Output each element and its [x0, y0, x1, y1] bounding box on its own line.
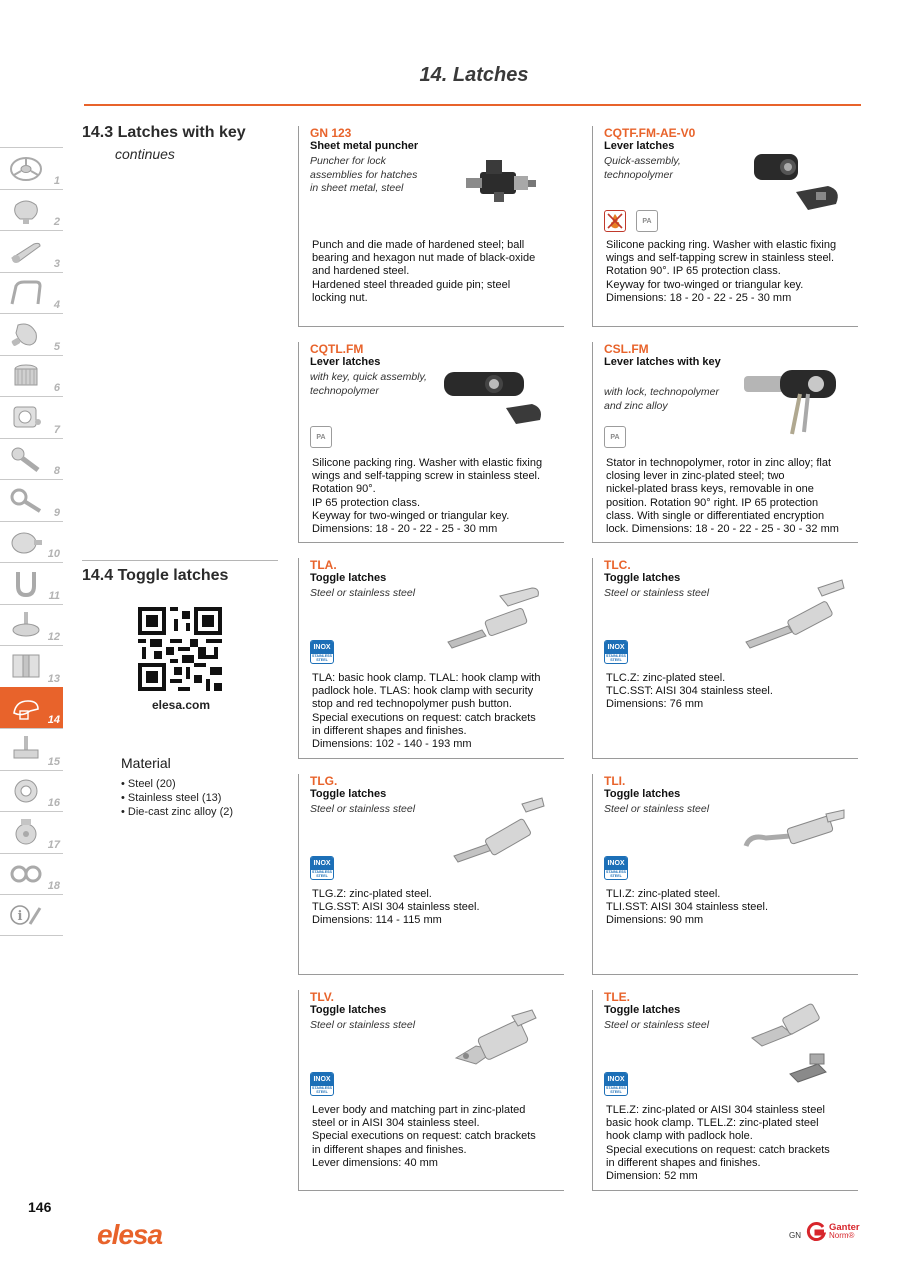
product-description: Silicone packing ring. Washer with elastic fixing wings and self-tapping screw in stainless steel. Rotation 90°. IP 65 protection class. Keyway for two-winged or triangular key. Dimensions: 18 - 20 - 22 - 25 - 30 mm [312, 457, 543, 536]
product-code: TLA. [310, 558, 337, 572]
levelling-element-icon [8, 610, 44, 640]
product-code: TLC. [604, 558, 631, 572]
product-subtitle: Puncher for lock assemblies for hatches in sheet metal, steel [310, 155, 418, 194]
material-item: • Die-cast zinc alloy (2) [121, 805, 233, 819]
chapter-index [0, 147, 63, 936]
product-code: TLV. [310, 990, 335, 1004]
product-name: Lever latches [310, 356, 381, 368]
chapter-tab-18[interactable]: 18 [0, 853, 63, 895]
toggle-latch-image [730, 998, 852, 1084]
chapter-tab-3[interactable]: 3 [0, 230, 63, 272]
chapter-tab-1[interactable]: 1 [0, 147, 63, 189]
material-item: • Steel (20) [121, 777, 233, 791]
product-name: Toggle latches [604, 788, 681, 800]
clamp-icon [8, 734, 44, 764]
product-description: TLE.Z: zinc-plated or AISI 304 stainless steel basic hook clamp. TLEL.Z: zinc-plated steel hook clamp with padlock hole. Special executions on request: catch brackets in different shapes and finishes. Dimension: 52 mm [606, 1104, 830, 1183]
title-rule [84, 104, 861, 106]
plunger-icon [8, 444, 44, 474]
handwheel-icon [8, 153, 44, 183]
toggle-latch-image [436, 998, 558, 1084]
product-subtitle: with key, quick assembly, technopolymer [310, 371, 427, 397]
product-card-cqtl-fm[interactable] [298, 342, 564, 543]
product-name: Toggle latches [604, 1004, 681, 1016]
latch-icon [8, 693, 44, 723]
product-description: TLC.Z: zinc-plated steel. TLC.SST: AISI 304 stainless steel. Dimensions: 76 mm [606, 672, 773, 711]
inox-badge: INOX STAINLESS STEEL [604, 856, 628, 880]
ganter-logo-icon [806, 1222, 826, 1242]
chapter-tab-15[interactable]: 15 [0, 728, 63, 770]
product-card-tli[interactable] [592, 774, 858, 975]
tube-connector-icon [8, 859, 44, 889]
pa-badge: PA [310, 426, 332, 448]
product-subtitle: Steel or stainless steel [310, 803, 416, 815]
rod-end-icon [8, 485, 44, 515]
foot-icon [8, 527, 44, 557]
product-name: Toggle latches [604, 572, 681, 584]
inox-badge: INOX STAINLESS STEEL [310, 856, 334, 880]
ganter-norm: Norm® [829, 1231, 855, 1240]
knob-icon [8, 195, 44, 225]
position-indicator-icon [8, 402, 44, 432]
chapter-tab-12[interactable]: 12 [0, 604, 63, 646]
chapter-tab-11[interactable]: 11 [0, 562, 63, 604]
toggle-latch-image [730, 566, 852, 652]
no-fire-badge [604, 210, 626, 232]
product-card-tlc[interactable] [592, 558, 858, 759]
inox-badge: INOX STAINLESS STEEL [604, 1072, 628, 1096]
section-divider [82, 560, 278, 561]
product-card-cqtf-fm-ae-v0[interactable] [592, 126, 858, 327]
product-code: CSL.FM [604, 342, 649, 356]
product-code: TLG. [310, 774, 338, 788]
chapter-tab-14[interactable]: 14 [0, 687, 63, 729]
product-description: Silicone packing ring. Washer with elastic fixing wings and self-tapping screw in stainless steel. Rotation 90°. IP 65 protection class. Keyway for two-winged or triangular key. Dimensions: 18 - 20 - 22 - 25 - 30 mm [606, 239, 837, 304]
grip-icon [8, 319, 44, 349]
inox-badge: INOX STAINLESS STEEL [310, 640, 334, 664]
product-name: Toggle latches [310, 1004, 387, 1016]
page-title: 14. Latches [419, 64, 529, 86]
product-card-csl-fm[interactable] [592, 342, 858, 543]
chapter-tab-4[interactable]: 4 [0, 272, 63, 314]
chapter-tab-8[interactable]: 8 [0, 438, 63, 480]
product-description: Lever body and matching part in zinc-plated steel or in AISI 304 stainless steel. Special executions on request: catch brackets in different shapes and finishes. Lever dimensions: 40 mm [312, 1104, 536, 1169]
chapter-tab-2[interactable]: 2 [0, 189, 63, 231]
inox-badge: INOX STAINLESS STEEL [310, 1072, 334, 1096]
product-subtitle: with lock, technopolymer and zinc alloy [604, 386, 719, 412]
lever-icon [8, 236, 44, 266]
website-link[interactable]: elesa.com [151, 698, 211, 712]
toggle-latch-image [730, 782, 852, 868]
chapter-tab-5[interactable]: 5 [0, 313, 63, 355]
product-code: GN 123 [310, 126, 352, 140]
chapter-tab-10[interactable]: 10 [0, 521, 63, 563]
pa-badge: PA [604, 426, 626, 448]
chapter-tab-17[interactable]: 17 [0, 811, 63, 853]
product-card-tla[interactable] [298, 558, 564, 759]
product-description: TLG.Z: zinc-plated steel. TLG.SST: AISI 304 stainless steel. Dimensions: 114 - 115 mm [312, 888, 480, 927]
toggle-latch-image [436, 782, 558, 868]
product-card-tlg[interactable] [298, 774, 564, 975]
material-title: Material [121, 755, 171, 771]
product-subtitle: Steel or stainless steel [604, 1019, 710, 1031]
u-bolt-icon [8, 568, 44, 598]
svg-text:i: i [17, 909, 23, 924]
product-code: TLI. [604, 774, 626, 788]
hinge-icon [8, 651, 44, 681]
chapter-tab-9[interactable]: 9 [0, 479, 63, 521]
product-subtitle: Steel or stainless steel [604, 587, 710, 599]
product-card-tle[interactable] [592, 990, 858, 1191]
lever-latch-image [436, 350, 558, 436]
handle-icon [8, 278, 44, 308]
lever-latch-image [730, 134, 852, 220]
chapter-tab-info[interactable] [0, 894, 63, 936]
material-list [121, 777, 233, 819]
castor-icon [8, 817, 44, 847]
gn-label: GN [789, 1231, 801, 1240]
chapter-tab-6[interactable]: 6 [0, 355, 63, 397]
material-item: • Stainless steel (13) [121, 791, 233, 805]
product-card-gn-123[interactable] [298, 126, 564, 327]
chapter-tab-16[interactable]: 16 [0, 770, 63, 812]
section-title-14-3: 14.3 Latches with key [82, 124, 246, 141]
chapter-tab-7[interactable]: 7 [0, 396, 63, 438]
product-subtitle: Steel or stainless steel [310, 587, 416, 599]
product-code: CQTF.FM-AE-V0 [604, 126, 696, 140]
product-description: Punch and die made of hardened steel; ball bearing and hexagon nut made of black-oxide and hardened steel. Hardened steel threaded guide pin; steel locking nut. [312, 239, 536, 304]
product-subtitle: Steel or stainless steel [310, 1019, 416, 1031]
product-name: Lever latches with key [604, 356, 721, 368]
info-icon [8, 900, 44, 930]
elesa-logo [97, 1220, 181, 1248]
product-name: Lever latches [604, 140, 675, 152]
product-description: TLI.Z: zinc-plated steel. TLI.SST: AISI 304 stainless steel. Dimensions: 90 mm [606, 888, 769, 927]
product-description: Stator in technopolymer, rotor in zinc alloy; flat closing lever in zinc-plated steel; two nickel-plated brass keys, removable in one position. Rotation 90° right. IP 65 protection class. With single or differentiated encryption lock. Dimensions: 18 - 20 - 22 - 25 - 30 - 32 mm [606, 457, 839, 536]
product-name: Sheet metal puncher [310, 140, 419, 152]
product-card-tlv[interactable] [298, 990, 564, 1191]
puncher-image [436, 134, 558, 220]
page-number: 146 [28, 1199, 52, 1215]
lock-latch-image [730, 350, 852, 436]
section-title-14-4: 14.4 Toggle latches [82, 567, 229, 584]
knurled-knob-icon [8, 361, 44, 391]
section-subtitle-continues: continues [115, 146, 175, 162]
inox-badge: INOX STAINLESS STEEL [604, 640, 628, 664]
product-subtitle: Steel or stainless steel [604, 803, 710, 815]
product-name: Toggle latches [310, 572, 387, 584]
ganter-brand: Ganter [829, 1222, 860, 1233]
pa-badge: PA [636, 210, 658, 232]
chapter-tab-13[interactable]: 13 [0, 645, 63, 687]
toggle-latch-image [436, 566, 558, 652]
product-subtitle: Quick-assembly, technopolymer [604, 155, 681, 181]
svg-text:elesa: elesa [97, 1220, 163, 1248]
product-code: TLE. [604, 990, 630, 1004]
product-description: TLA: basic hook clamp. TLAL: hook clamp with padlock hole. TLAS: hook clamp with security stop and red technopolymer push button. Special executions on request: catch brackets in different shapes and finishes. Dimensions: 102 - 140 - 193 mm [312, 672, 541, 751]
product-code: CQTL.FM [310, 342, 364, 356]
fitting-icon [8, 776, 44, 806]
product-name: Toggle latches [310, 788, 387, 800]
qr-code-icon[interactable] [138, 607, 222, 691]
no-fire-icon [605, 211, 625, 231]
